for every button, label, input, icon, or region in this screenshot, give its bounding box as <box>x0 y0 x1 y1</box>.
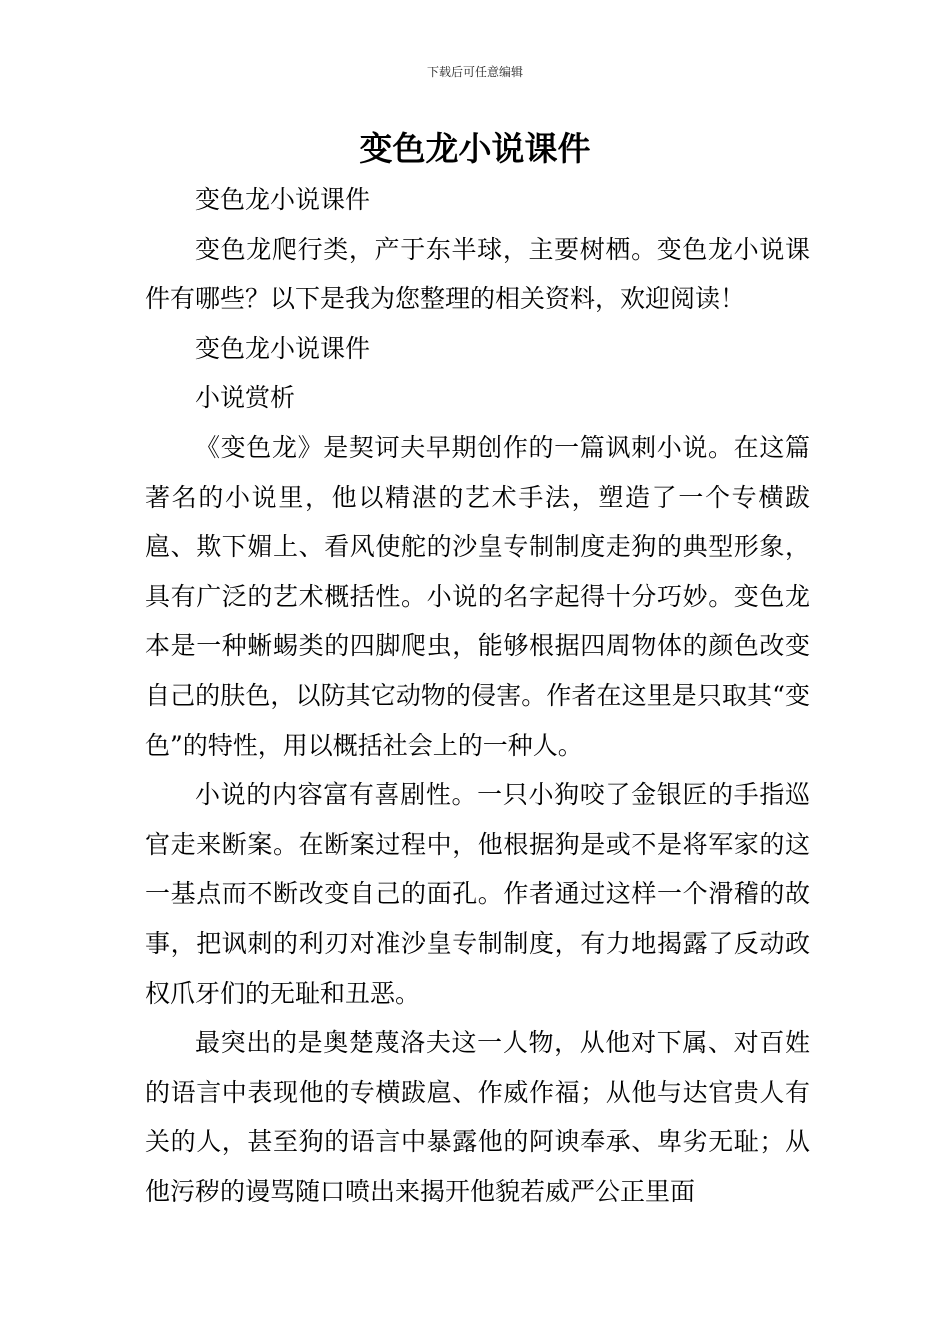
paragraph-analysis-3: 最突出的是奥楚蔑洛夫这一人物，从他对下属、对百姓的语言中表现他的专横跋扈、作威作福；从他与达官贵人有关的人，甚至狗的语言中暴露他的阿谀奉承、卑劣无耻；从他污秽的谩骂随口喷出来揭开他貌若威严公正里面 <box>145 1028 810 1206</box>
paragraph-analysis-1: 《变色龙》是契诃夫早期创作的一篇讽刺小说。在这篇著名的小说里，他以精湛的艺术手法，塑造了一个专横跋扈、欺下媚上、看风使舵的沙皇专制制度走狗的典型形象，具有广泛的艺术概括性。小说的名字起得十分巧妙。变色龙本是一种蜥蜴类的四脚爬虫，能够根据四周物体的颜色改变自己的肤色，以防其它动物的侵害。作者在这里是只取其“变色”的特性，用以概括社会上的一种人。 <box>145 432 810 760</box>
paragraph-subtitle: 变色龙小说课件 <box>195 185 371 214</box>
paragraph-analysis-2: 小说的内容富有喜剧性。一只小狗咬了金银匠的手指巡官走来断案。在断案过程中，他根据狗是或不是将军家的这一基点而不断改变自己的面孔。作者通过这样一个滑稽的故事，把讽刺的利刃对准沙皇专制制度，有力地揭露了反动政权爪牙们的无耻和丑恶。 <box>145 780 810 1008</box>
document-title: 变色龙小说课件 <box>359 129 591 168</box>
section-heading-appreciation: 小说赏析 <box>195 383 296 413</box>
paragraph-subtitle-repeat: 变色龙小说课件 <box>195 333 371 363</box>
document-body <box>145 175 810 1216</box>
paragraph-intro: 变色龙爬行类，产于东半球，主要树栖。变色龙小说课件有哪些？以下是我为您整理的相关资料，欢迎阅读！ <box>145 234 810 314</box>
page-header-note: 下载后可任意编辑 <box>426 65 523 79</box>
